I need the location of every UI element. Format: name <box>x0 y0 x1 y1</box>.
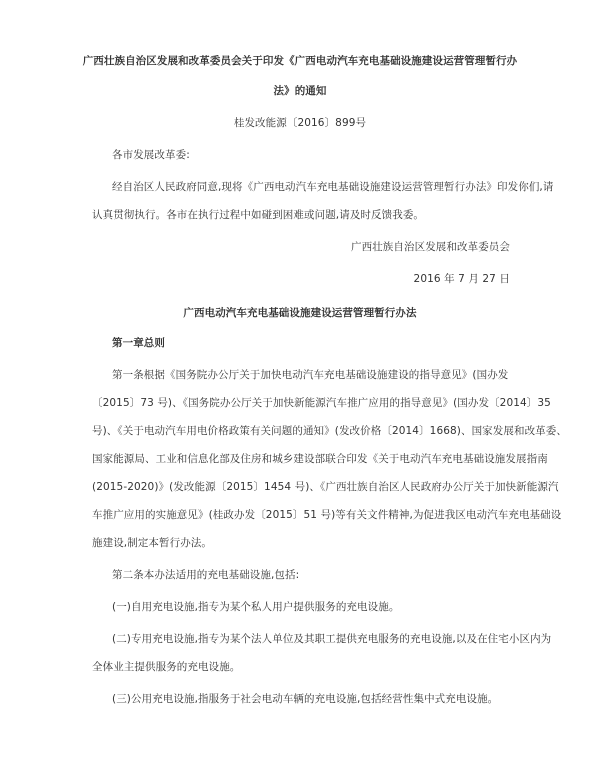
notice-title-line-2: 法》的通知 <box>273 85 327 97</box>
chapter-heading: 第一章总则 <box>112 337 165 349</box>
signer: 广西壮族自治区发展和改革委员会 <box>351 241 510 253</box>
article-2-item-3: (三)公用充电设施,指服务于社会电动车辆的充电设施,包括经营性集中式充电设施。 <box>112 693 499 705</box>
article-1-line: 号)、《关于电动汽车用电价格政策有关问题的通知》(发改价格〔2014〕1668)、国家发展和改革委、 <box>92 425 567 437</box>
article-1-line: 国家能源局、工业和信息化部及住房和城乡建设部联合印发《关于电动汽车充电基础设施发展指南 <box>92 453 548 465</box>
article-2-item-2-line-1: (二)专用充电设施,指专为某个法人单位及其职工提供充电服务的充电设施,以及在住宅小区内为 <box>112 633 552 645</box>
article-1-line: 第一条根据《国务院办公厅关于加快电动汽车充电基础设施建设的指导意见》(国办发 <box>112 369 509 381</box>
article-2-item-1: (一)自用充电设施,指专为某个私人用户提供服务的充电设施。 <box>112 601 400 613</box>
recipient: 各市发展改革委: <box>112 149 190 161</box>
article-1-line: 施建设,制定本暂行办法。 <box>92 537 213 549</box>
date: 2016 年 7 月 27 日 <box>413 273 510 285</box>
notice-body-line-1: 经自治区人民政府同意,现将《广西电动汽车充电基础设施建设运营管理暂行办法》印发你们,请 <box>112 181 554 193</box>
notice-body-line-2: 认真贯彻执行。各市在执行过程中如碰到困难或问题,请及时反馈我委。 <box>92 209 425 221</box>
article-1-line: (2015-2020)》(发改能源〔2015〕1454 号)、《广西壮族自治区人民政府办公厅关于加快新能源汽 <box>92 481 559 493</box>
article-1-line: 车推广应用的实施意见》(桂政办发〔2015〕51 号)等有关文件精神,为促进我区电动汽车充电基础设 <box>92 509 562 521</box>
article-1-line: 〔2015〕73 号)、《国务院办公厅关于加快新能源汽车推广应用的指导意见》(国办发〔2014〕35 <box>92 397 551 409</box>
regulation-title: 广西电动汽车充电基础设施建设运营管理暂行办法 <box>183 307 417 319</box>
document-number: 桂发改能源〔2016〕899号 <box>233 117 367 129</box>
article-2-item-2-line-2: 全体业主提供服务的充电设施。 <box>92 661 241 673</box>
article-2-intro: 第二条本办法适用的充电基础设施,包括: <box>112 569 300 581</box>
notice-title-line-1: 广西壮族自治区发展和改革委员会关于印发《广西电动汽车充电基础设施建设运营管理暂行办 <box>82 55 518 67</box>
